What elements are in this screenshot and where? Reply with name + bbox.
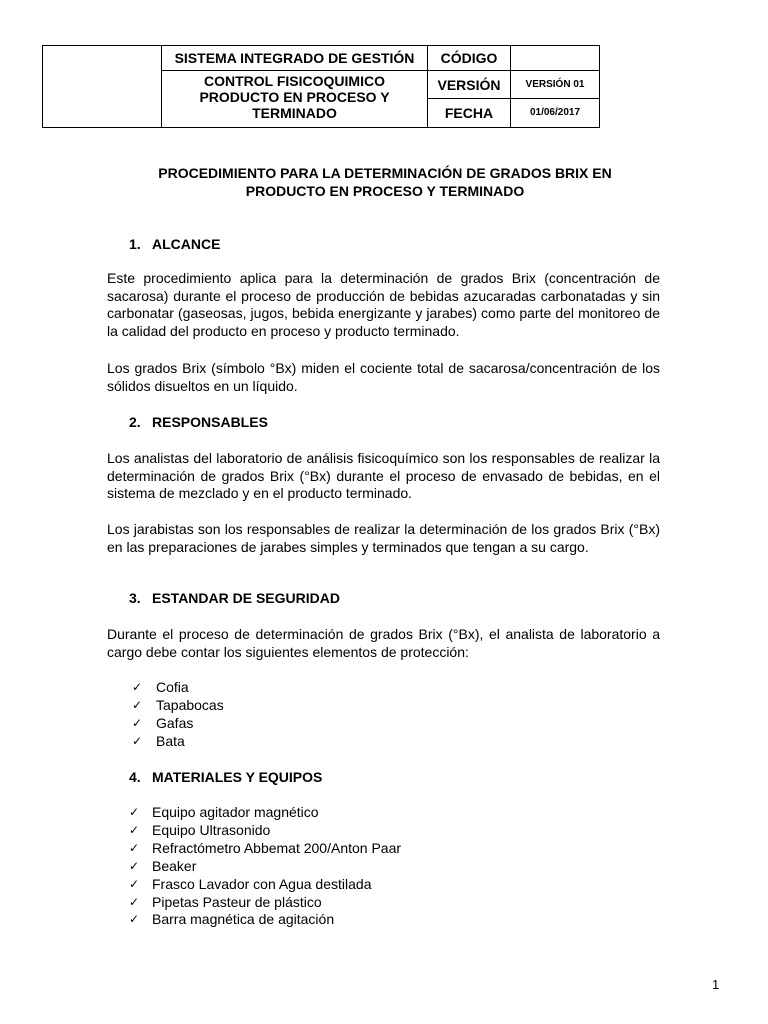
- list-item-text: Pipetas Pasteur de plástico: [152, 893, 322, 910]
- list-item: [132, 679, 224, 697]
- document-control-title-line1: CONTROL FISICOQUIMICO: [204, 73, 385, 89]
- code-value: [511, 46, 600, 71]
- checkmark-icon: ✓: [129, 876, 140, 891]
- procedure-title-line2: PRODUCTO EN PROCESO Y TERMINADO: [245, 183, 525, 199]
- list-item-text: Barra magnética de agitación: [152, 911, 335, 928]
- checkmark-icon: ✓: [129, 805, 140, 819]
- checkmark-icon: ✓: [129, 912, 140, 927]
- section-title: ESTANDAR DE SEGURIDAD: [152, 590, 340, 606]
- version-label: VERSIÓN: [428, 71, 511, 99]
- list-item-text: Cofia: [156, 679, 189, 695]
- section-heading-estandar-de-seguridad: [129, 589, 340, 607]
- checkmark-icon: ✓: [129, 858, 140, 873]
- list-item-text: Tapabocas: [156, 696, 224, 713]
- section-number: 4.: [129, 769, 141, 785]
- list-item: [129, 911, 401, 929]
- checkmark-icon: ✓: [132, 715, 143, 730]
- page-number: 1: [712, 977, 720, 992]
- list-item: [129, 804, 401, 822]
- paragraph: Los jarabistas son los responsables de realizar la determinación de los grados Brix (°Bx) en las preparaciones de jarabes simples y terminados que tengan a su cargo.: [107, 521, 660, 555]
- checkmark-icon: ✓: [129, 894, 140, 909]
- section-number: 1.: [129, 236, 141, 252]
- paragraph: Los grados Brix (símbolo °Bx) miden el cociente total de sacarosa/concentración de los sólidos disueltos en un líquido.: [107, 360, 660, 394]
- section-number: 3.: [129, 590, 141, 606]
- list-item: [129, 840, 401, 858]
- checkmark-icon: ✓: [129, 840, 140, 855]
- date-value: 01/06/2017: [511, 99, 600, 128]
- list-item: [129, 822, 401, 840]
- checkmark-icon: ✓: [132, 733, 143, 748]
- list-item-text: Beaker: [152, 857, 197, 874]
- paragraph: Los analistas del laboratorio de análisis fisicoquímico son los responsables de realizar la determinación de grados Brix (°Bx) durante el proceso de envasado de bebidas, en el sistema de mezclado y en el producto terminado.: [107, 450, 660, 501]
- system-title: SISTEMA INTEGRADO DE GESTIÓN: [162, 46, 428, 71]
- paragraph: Este procedimiento aplica para la determinación de grados Brix (concentración de sacarosa) durante el proceso de producción de bebidas azucaradas carbonatadas y sin carbonatar (gaseosas, jugos, bebida energizante y jarabes) como parte del monitoreo de la calidad del producto en proceso y producto terminado.: [107, 270, 660, 339]
- list-item: [132, 715, 224, 733]
- document-control-title: [162, 71, 428, 128]
- list-item-text: Gafas: [156, 714, 194, 731]
- list-item: [129, 876, 401, 894]
- list-item-text: Refractómetro Abbemat 200/Anton Paar: [152, 839, 402, 856]
- checkmark-icon: ✓: [132, 680, 143, 694]
- list-item: [132, 733, 224, 751]
- checkmark-icon: ✓: [132, 697, 143, 712]
- list-item-text: Frasco Lavador con Agua destilada: [152, 875, 372, 892]
- list-item: [129, 858, 401, 876]
- procedure-title: [110, 164, 660, 200]
- date-label: FECHA: [428, 99, 511, 128]
- section-heading-alcance: [129, 235, 220, 253]
- document-control-title-line2: PRODUCTO EN PROCESO Y TERMINADO: [199, 89, 390, 121]
- logo-cell: [43, 46, 162, 128]
- document-header-table: [42, 45, 600, 128]
- section-title: MATERIALES Y EQUIPOS: [152, 769, 323, 785]
- list-item-text: Equipo Ultrasonido: [152, 821, 271, 838]
- section-heading-materiales-y-equipos: [129, 768, 322, 786]
- list-item-text: Bata: [156, 732, 185, 749]
- checkmark-icon: ✓: [129, 822, 140, 837]
- list-item: [129, 894, 401, 912]
- list-item: [132, 697, 224, 715]
- section-heading-responsables: [129, 413, 268, 431]
- materials-list: [129, 804, 401, 929]
- protection-elements-list: [132, 679, 224, 751]
- section-title: RESPONSABLES: [152, 414, 268, 430]
- section-number: 2.: [129, 414, 141, 430]
- procedure-title-line1: PROCEDIMIENTO PARA LA DETERMINACIÓN DE GRADOS BRIX EN: [158, 165, 612, 181]
- section-title: ALCANCE: [152, 236, 221, 252]
- version-value: VERSIÓN 01: [511, 71, 600, 99]
- list-item-text: Equipo agitador magnético: [152, 804, 319, 820]
- code-label: CÓDIGO: [428, 46, 511, 71]
- paragraph: Durante el proceso de determinación de grados Brix (°Bx), el analista de laboratorio a cargo debe contar los siguientes elementos de protección:: [107, 626, 660, 660]
